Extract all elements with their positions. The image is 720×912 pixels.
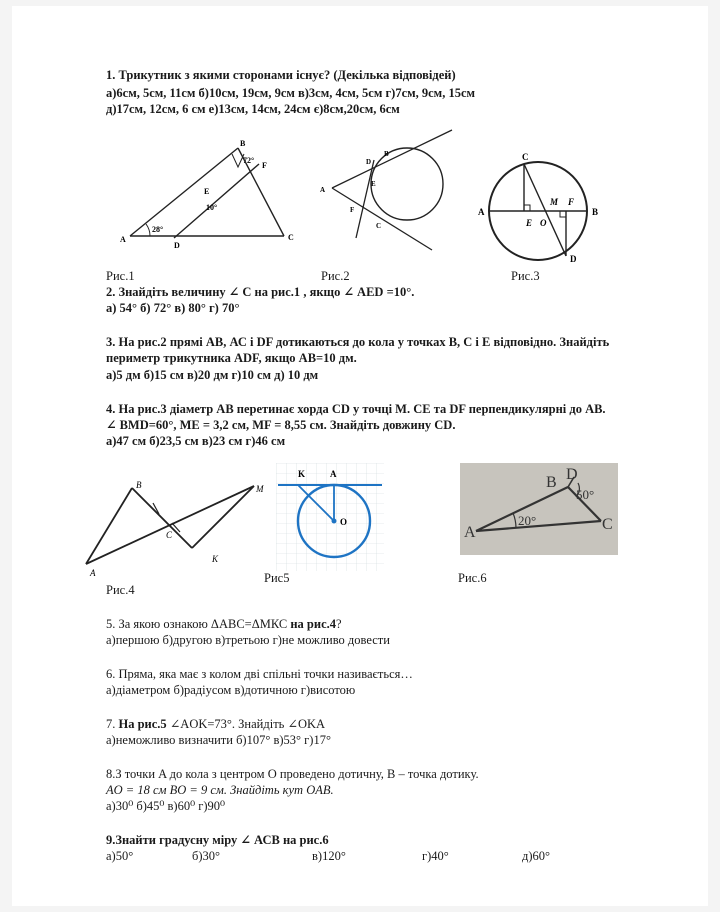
fig2-label-e: E bbox=[371, 180, 376, 188]
fig5-label-k: K bbox=[298, 469, 306, 479]
fig3-label-e: E bbox=[526, 218, 533, 228]
figure-4 bbox=[76, 476, 266, 576]
q6-options: а)діаметром б)радіусом в)дотичною г)висотою bbox=[106, 683, 356, 697]
q3-text: 3. На рис.2 прямі АВ, АС і DF дотикаються до кола у точках В, С і Е відповідно. Знайдіть bbox=[106, 335, 610, 349]
fig1-line-df bbox=[174, 164, 259, 238]
q2-text: 2. Знайдіть величину ∠ С на рис.1 , якщо ∠ AED =10°. bbox=[106, 285, 415, 299]
q4-text: 4. На рис.3 діаметр АВ перетинає хорда CD у точці М. СЕ та DF перпендикулярні до АВ. bbox=[106, 402, 606, 416]
fig2-line-ab bbox=[332, 130, 452, 188]
q4-text-line2: ∠ BMD=60°, ME = 3,2 см, MF = 8,55 см. Знайдіть довжину CD. bbox=[106, 418, 456, 432]
q6-title: 6. Пряма, яка має з колом дві спільні точки називається… bbox=[106, 667, 413, 681]
q5-options: а)першою б)другою в)третьою г)не можливо довести bbox=[106, 633, 390, 647]
fig4-label-m: M bbox=[256, 484, 264, 494]
q9-option-b: б)30° bbox=[192, 849, 221, 863]
fig5-center-point bbox=[332, 519, 337, 524]
fig3-label-o: O bbox=[540, 218, 547, 228]
q1-options-line2-clip bbox=[106, 102, 606, 116]
q2-options: а) 54° б) 72° в) 80° г) 70° bbox=[106, 301, 240, 315]
fig5-label-o: O bbox=[340, 517, 348, 527]
fig1-label-c: C bbox=[288, 233, 294, 242]
fig6-angle-a bbox=[513, 513, 516, 528]
fig6-label-b: B bbox=[546, 474, 557, 491]
fig5-caption: Рис5 bbox=[264, 571, 290, 585]
fig1-angle-a bbox=[146, 224, 150, 236]
fig3-label-b: B bbox=[592, 207, 599, 217]
fig1-label-f: F bbox=[262, 161, 267, 170]
q3-text-line2: периметр трикутника ADF, якщо АВ=10 дм. bbox=[106, 351, 357, 365]
q8-text: 8.З точки A до кола з центром O проведено дотичну, B – точка дотику. bbox=[106, 767, 479, 781]
fig4-line-am bbox=[86, 486, 254, 564]
figure-2 bbox=[302, 126, 462, 261]
fig3-right-angle-e bbox=[524, 205, 530, 211]
fig1-label-b: B bbox=[240, 139, 246, 148]
fig1-caption: Рис.1 bbox=[106, 269, 135, 283]
fig4-label-c: C bbox=[166, 530, 173, 540]
fig1-label-72: 72° bbox=[243, 156, 255, 165]
fig3-label-m: M bbox=[550, 197, 559, 207]
figure-1 bbox=[110, 132, 294, 252]
fig2-label-a: A bbox=[320, 186, 326, 194]
q5-text: 5. За якою ознакою ΔАВС=ΔМКС на рис.4? bbox=[106, 617, 342, 631]
fig6-label-d: D bbox=[566, 466, 578, 483]
fig1-label-d: D bbox=[174, 241, 180, 250]
q7-text: 7. На рис.5 ∠AOK=73°. Знайдіть ∠OKA bbox=[106, 717, 326, 731]
fig2-circle bbox=[371, 148, 443, 220]
q4-options: а)47 см б)23,5 см в)23 см г)46 см bbox=[106, 434, 286, 448]
fig1-label-e: E bbox=[204, 187, 210, 196]
fig3-label-c: C bbox=[522, 152, 529, 162]
fig2-label-f: F bbox=[350, 206, 355, 214]
fig6-label-50: 50° bbox=[576, 487, 595, 502]
q1-options-line2: д)17см, 12см, 6 см е)13см, 14см, 24см є)8см,20см, 6см bbox=[106, 102, 400, 116]
q9-option-a: а)50° bbox=[106, 849, 134, 863]
q7-options: а)неможливо визначити б)107° в)53° г)17° bbox=[106, 733, 331, 747]
fig1-label-28: 28° bbox=[152, 225, 164, 234]
figure-6 bbox=[460, 463, 618, 555]
fig4-label-a: A bbox=[90, 568, 96, 578]
fig4-label-k: K bbox=[212, 554, 219, 564]
fig3-label-d: D bbox=[570, 254, 577, 264]
worksheet-page bbox=[12, 6, 708, 906]
fig1-label-a: A bbox=[120, 235, 126, 244]
q9-option-g: г)40° bbox=[422, 849, 449, 863]
figure-5 bbox=[276, 463, 384, 571]
fig6-label-a: A bbox=[464, 524, 476, 541]
fig1-side-ab bbox=[130, 148, 238, 236]
fig2-label-c: C bbox=[376, 222, 382, 230]
fig5-label-a: A bbox=[330, 469, 337, 479]
fig4-label-b: B bbox=[136, 480, 142, 490]
q1-options-line1: а)6см, 5см, 11см б)10см, 19см, 9см в)3см, 4см, 5см г)7см, 9см, 15см bbox=[106, 86, 476, 100]
q8-text-line2: AO = 18 см BO = 9 см. Знайдіть кут OAB. bbox=[106, 783, 334, 797]
fig3-caption: Рис.3 bbox=[511, 269, 540, 283]
q9-option-d: д)60° bbox=[522, 849, 551, 863]
fig3-label-a: A bbox=[478, 207, 485, 217]
fig1-label-10: 10° bbox=[206, 203, 218, 212]
fig6-label-c: C bbox=[602, 516, 613, 533]
q8-options: а)30⁰ б)45⁰ в)60⁰ г)90⁰ bbox=[106, 799, 226, 813]
fig2-label-b: B bbox=[384, 150, 389, 158]
fig3-right-angle-f bbox=[560, 211, 566, 217]
q9-option-v: в)120° bbox=[312, 849, 346, 863]
fig3-label-f: F bbox=[568, 197, 575, 207]
fig2-caption: Рис.2 bbox=[321, 269, 350, 283]
fig4-caption: Рис.4 bbox=[106, 583, 135, 597]
fig6-label-20: 20° bbox=[518, 513, 537, 528]
q3-options: а)5 дм б)15 см в)20 дм г)10 см д) 10 дм bbox=[106, 368, 319, 382]
q1-title: 1. Трикутник з якими сторонами існує? (Декілька відповідей) bbox=[106, 68, 456, 82]
fig2-label-d: D bbox=[366, 158, 372, 166]
figure-3 bbox=[468, 148, 608, 266]
fig4-tick-ck bbox=[172, 523, 180, 532]
fig6-caption: Рис.6 bbox=[458, 571, 487, 585]
q9-text: 9.Знайти градусну міру ∠ АСВ на рис.6 bbox=[106, 833, 329, 847]
fig4-side-km bbox=[192, 486, 254, 548]
